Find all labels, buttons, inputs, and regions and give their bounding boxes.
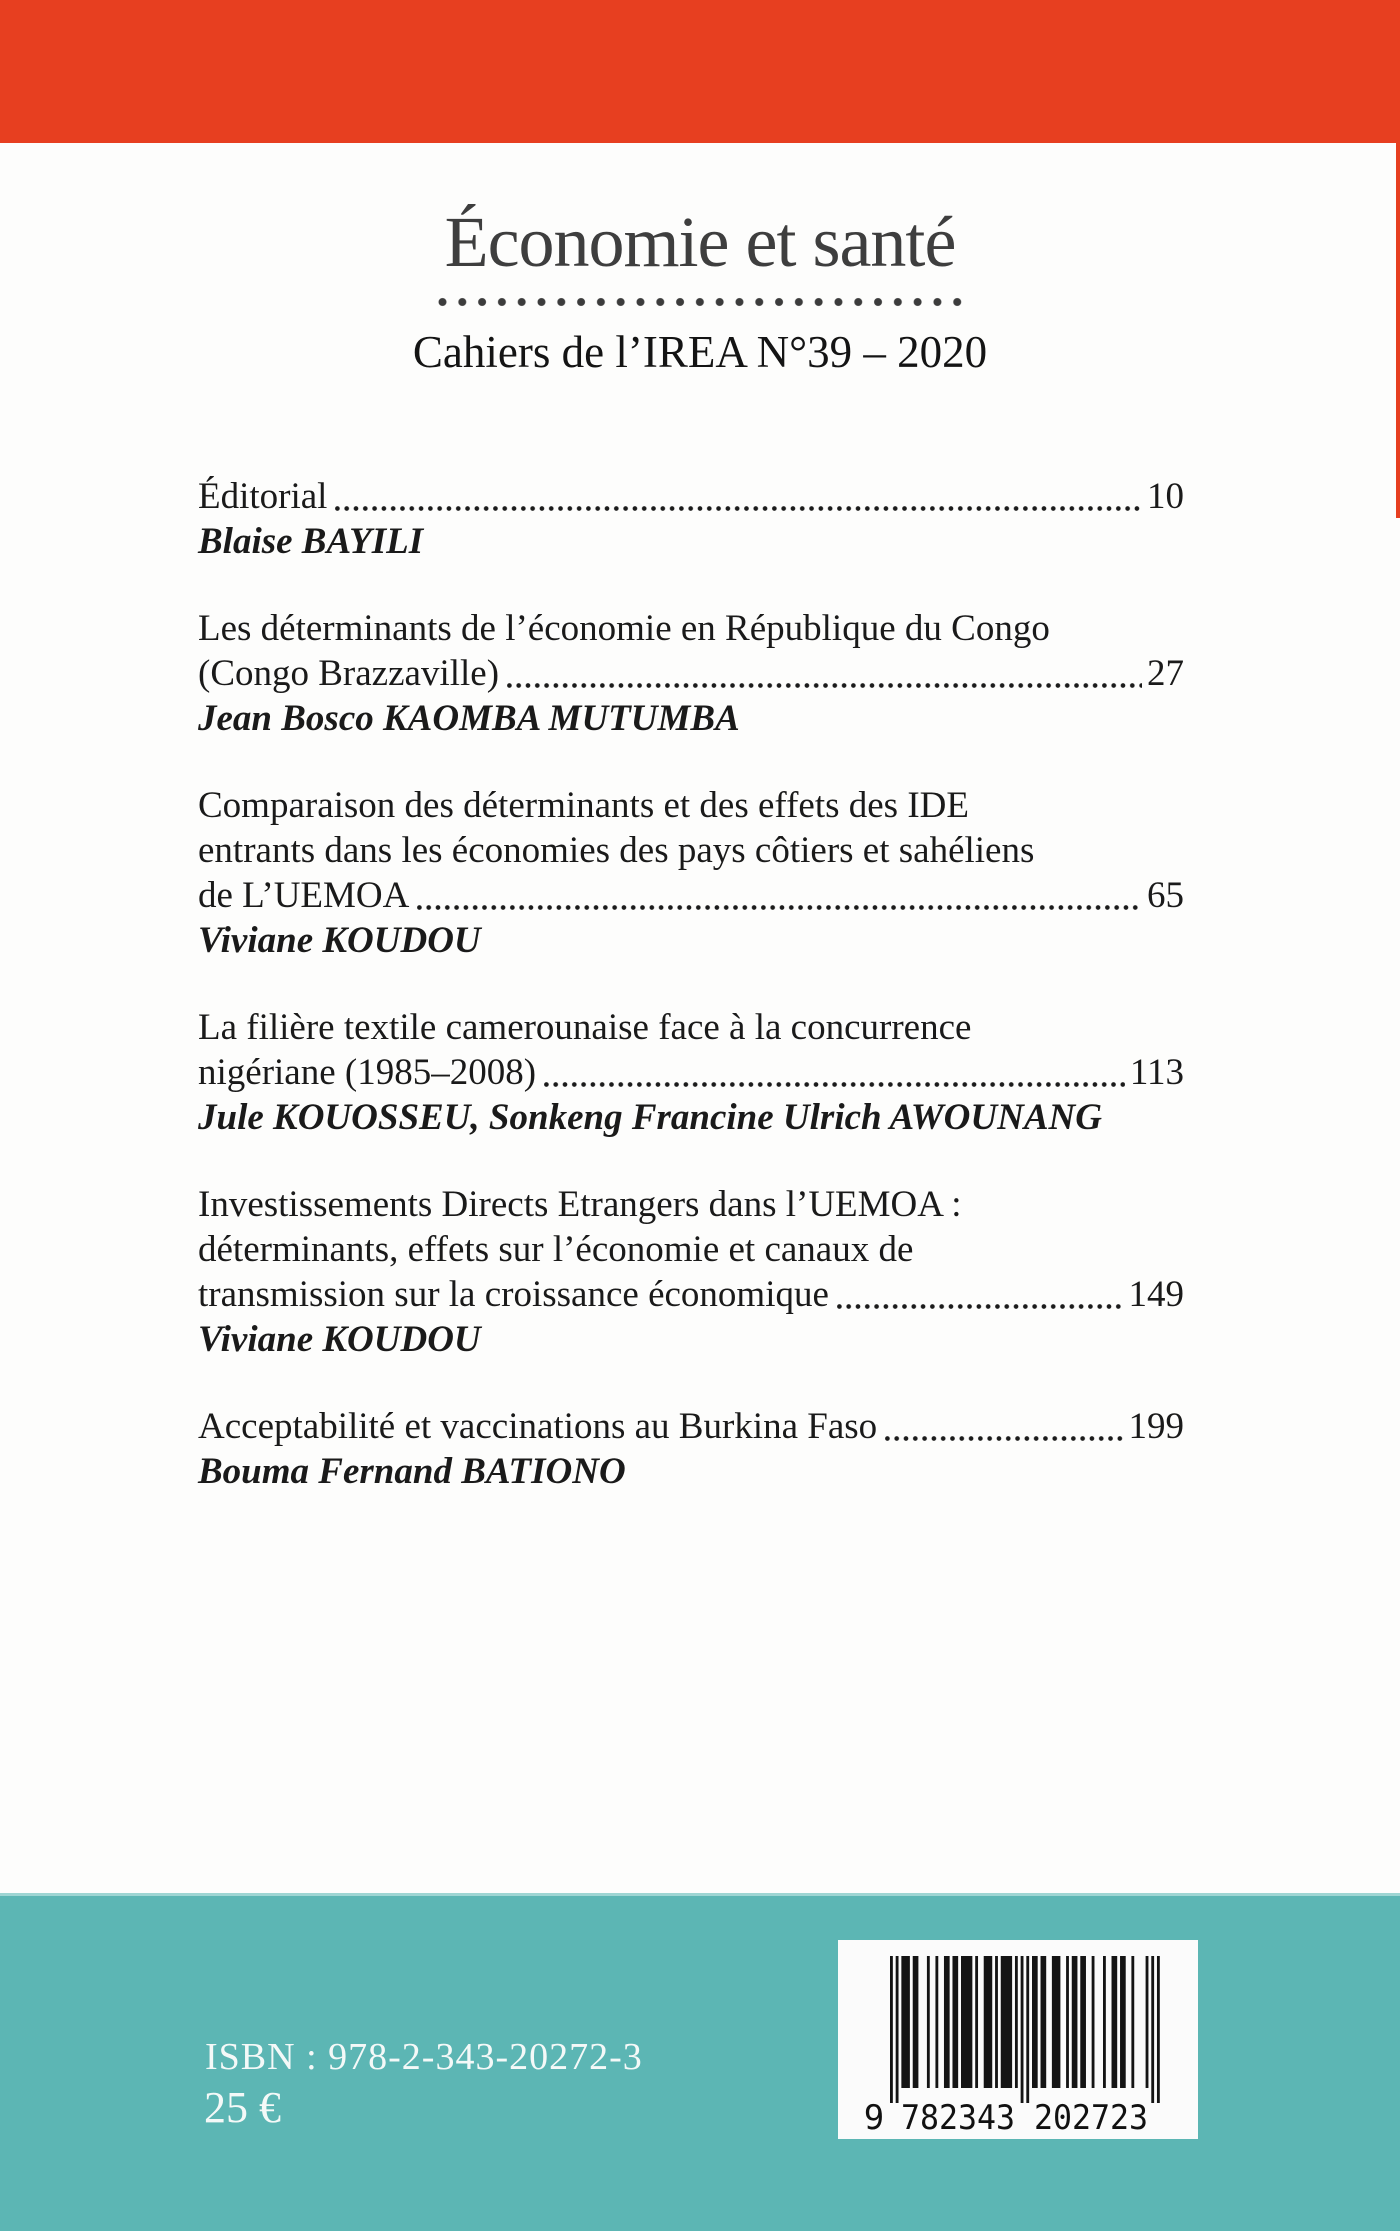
isbn-text: ISBN : 978-2-343-20272-3 xyxy=(205,2036,643,2078)
toc-entry-title: nigériane (1985–2008) xyxy=(198,1052,537,1093)
dot-leader xyxy=(885,1436,1123,1441)
dotted-separator xyxy=(438,297,966,307)
bottom-teal-band xyxy=(0,1893,1400,2231)
toc-page-number: 149 xyxy=(1128,1274,1184,1315)
toc-entry-title-line: Investissements Directs Etrangers dans l’UEMOA : xyxy=(198,1184,962,1225)
toc-entry-title: Éditorial xyxy=(198,476,328,517)
ean13-barcode-svg xyxy=(838,1940,1198,2139)
toc-entry-authors: Bouma Fernand BATIONO xyxy=(198,1451,626,1492)
toc-entry-title-line: déterminants, effets sur l’économie et canaux de xyxy=(198,1229,914,1270)
toc-entry-title-line: Les déterminants de l’économie en République du Congo xyxy=(198,608,1050,649)
toc-entry xyxy=(198,474,1184,564)
table-of-contents xyxy=(198,474,1184,1536)
barcode xyxy=(838,1940,1198,2139)
collection-title: Économie et santé xyxy=(444,202,956,282)
toc-entry-title-row xyxy=(198,1404,1184,1449)
svg-text:782343: 782343 xyxy=(901,2098,1015,2138)
toc-entry-authors: Viviane KOUDOU xyxy=(198,1319,481,1360)
toc-page-number: 113 xyxy=(1129,1052,1184,1093)
toc-entry-authors: Blaise BAYILI xyxy=(198,521,424,562)
dot-leader xyxy=(507,683,1142,688)
toc-page-number: 199 xyxy=(1128,1406,1184,1447)
dot-leader xyxy=(544,1082,1125,1087)
dot-leader xyxy=(417,905,1142,910)
toc-entry-title-line: La filière textile camerounaise face à la concurrence xyxy=(198,1007,972,1048)
toc-entry-title: transmission sur la croissance économique xyxy=(198,1274,829,1315)
toc-entry xyxy=(198,606,1184,741)
toc-entry-title-row xyxy=(198,474,1184,519)
toc-entry-title-line: Comparaison des déterminants et des effets des IDE xyxy=(198,785,969,826)
toc-entry xyxy=(198,1182,1184,1362)
toc-entry xyxy=(198,1005,1184,1140)
toc-entry-authors: Jean Bosco KAOMBA MUTUMBA xyxy=(198,698,740,739)
price-text: 25 € xyxy=(204,2083,281,2132)
toc-entry-title-row xyxy=(198,873,1184,918)
svg-text:202723: 202723 xyxy=(1034,2098,1148,2138)
toc-entry xyxy=(198,783,1184,963)
issue-subtitle: Cahiers de l’IREA N°39 – 2020 xyxy=(412,327,988,377)
toc-entry-authors: Viviane KOUDOU xyxy=(198,920,481,961)
svg-text:9: 9 xyxy=(863,2098,885,2138)
toc-entry-title-row xyxy=(198,1050,1184,1095)
toc-page-number: 65 xyxy=(1147,875,1184,916)
toc-entry-title-row xyxy=(198,1272,1184,1317)
toc-entry-title: (Congo Brazzaville) xyxy=(198,653,500,694)
toc-entry-title: Acceptabilité et vaccinations au Burkina Faso xyxy=(198,1406,878,1447)
toc-entry-title-row xyxy=(198,651,1184,696)
toc-page-number: 10 xyxy=(1147,476,1184,517)
dot-leader xyxy=(837,1304,1124,1309)
top-red-band xyxy=(0,0,1400,143)
dot-leader xyxy=(335,506,1142,511)
toc-page-number: 27 xyxy=(1147,653,1184,694)
toc-entry-authors: Jule KOUOSSEU, Sonkeng Francine Ulrich AWOUNANG xyxy=(198,1097,1102,1138)
toc-entry-title-line: entrants dans les économies des pays côtiers et sahéliens xyxy=(198,830,1035,871)
toc-entry xyxy=(198,1404,1184,1494)
toc-entry-title: de L’UEMOA xyxy=(198,875,410,916)
